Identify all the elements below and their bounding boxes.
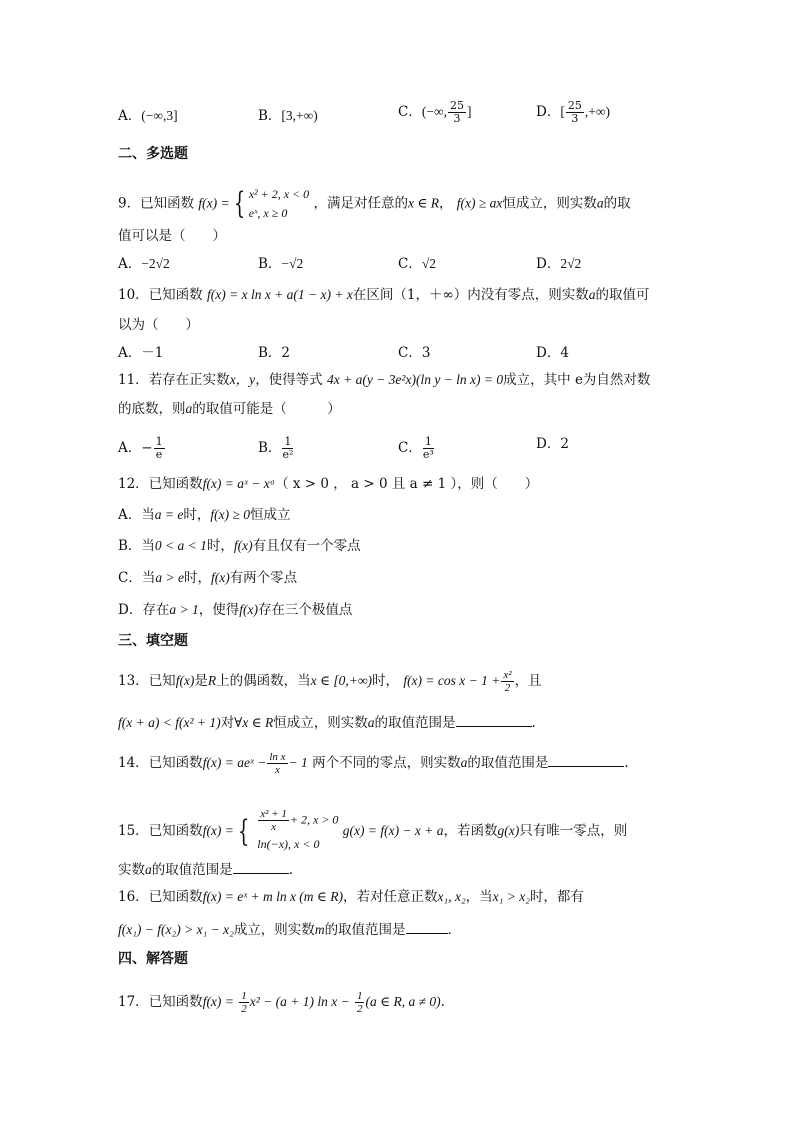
answer-blank[interactable] [456, 713, 532, 727]
question-13-line2: f(x + a) < f(x² + 1)对∀x ∈ R恒成立，则实数a的取值范围是 . [118, 715, 536, 731]
question-11: 11．若存在正实数x，y，使得等式 4x + a(y − 3e²x)(ln y − ln x) = 0成立，其中 e为自然对数 [118, 372, 651, 388]
q9-option-a: A．−2√2 [118, 256, 170, 272]
section-heading-fill-blank: 三、填空题 [118, 633, 188, 649]
question-16-line2: f(x₁) − f(x₂) > x₁ − x₂成立，则实数m的取值范围是 ． [118, 922, 462, 938]
q12-option-a: A．当a = e时，f(x) ≥ 0恒成立 [118, 507, 291, 523]
q8-option-c: C．(−∞, $\frac{25}{3}$ ] [398, 99, 472, 125]
q12-option-c: C．当a > e时，f(x)有两个零点 [118, 570, 298, 586]
q8-option-d: D．[ $\frac{25}{3}$ ,+∞) [536, 99, 610, 125]
answer-blank[interactable] [548, 753, 624, 767]
question-15-line2: 实数a的取值范围是 . [118, 862, 294, 878]
question-11-line2: 的底数，则a的取值可能是（ ） [118, 401, 341, 417]
question-15: 15．已知函数f(x) = { $\frac{\text{x² + 1}}{x}$ + 2, x > 0 ln(−x), x < 0 g(x) = f(x) − x + a，若函数g(x)只有唯一零点，则 [118, 808, 628, 851]
question-14: 14．已知函数f(x) = aeˣ − $\frac{\text{ln x}}{x}$ − 1 两个不同的零点，则实数a的取值范围是 . [118, 751, 629, 776]
q9-option-d: D．2√2 [536, 256, 582, 272]
question-16: 16．已知函数f(x) = eˣ + m ln x (m ∈ R)，若对任意正数x₁, x₂，当x₁ > x₂时，都有 [118, 889, 584, 905]
q11-option-b: B． $\frac{1}{\text{e²}}$ [258, 435, 294, 461]
question-9-line2: 值可以是（ ） [118, 228, 226, 244]
q12-option-d: D．存在a > 1，使得f(x)存在三个极值点 [118, 602, 353, 618]
answer-blank[interactable] [233, 860, 289, 874]
q10-option-a: A．－1 [118, 345, 164, 361]
question-12: 12．已知函数f(x) = aˣ − xᵃ（ x > 0 ， a > 0 且 a ≠ 1 ），则（ ） [118, 476, 539, 492]
q9-option-b: B．−√2 [258, 256, 304, 272]
question-17: 17．已知函数f(x) = $\frac{1}{2}$ x² − (a + 1) ln x − $\frac{1}{2}$ (a ∈ R, a ≠ 0). [118, 990, 445, 1015]
question-9: 9．已知函数 f(x) = { x² + 2, x < 0 eˣ, x ≥ 0 ，满足对任意的x ∈ R， f(x) ≥ ax恒成立，则实数a的取 [118, 186, 631, 221]
q11-option-a: A．− $\frac{1}{e}$ [118, 435, 163, 461]
q8-option-a: A．(−∞,3] [118, 108, 178, 124]
question-13: 13．已知f(x)是R上的偶函数，当x ∈ [0,+∞)时， f(x) = cos x − 1 + $\frac{\text{x²}}{2}$ ，且 [118, 669, 542, 694]
q10-option-d: D．4 [536, 345, 569, 361]
q12-option-b: B．当0 < a < 1时，f(x)有且仅有一个零点 [118, 538, 361, 554]
question-10-line2: 以为（ ） [118, 317, 199, 333]
q10-option-c: C．3 [398, 345, 431, 361]
q10-option-b: B．2 [258, 345, 291, 361]
question-10: 10．已知函数 f(x) = x ln x + a(1 − x) + x在区间（1，＋∞）内没有零点，则实数a的取值可 [118, 287, 650, 303]
q8-option-b: B．[3,+∞) [258, 108, 318, 124]
section-heading-multi-choice: 二、多选题 [118, 146, 188, 162]
q11-option-d: D．2 [536, 436, 569, 452]
q11-option-c: C． $\frac{1}{\text{e³}}$ [398, 435, 434, 461]
section-heading-solutions: 四、解答题 [118, 951, 188, 967]
answer-blank[interactable] [406, 920, 448, 934]
q9-option-c: C．√2 [398, 256, 437, 272]
